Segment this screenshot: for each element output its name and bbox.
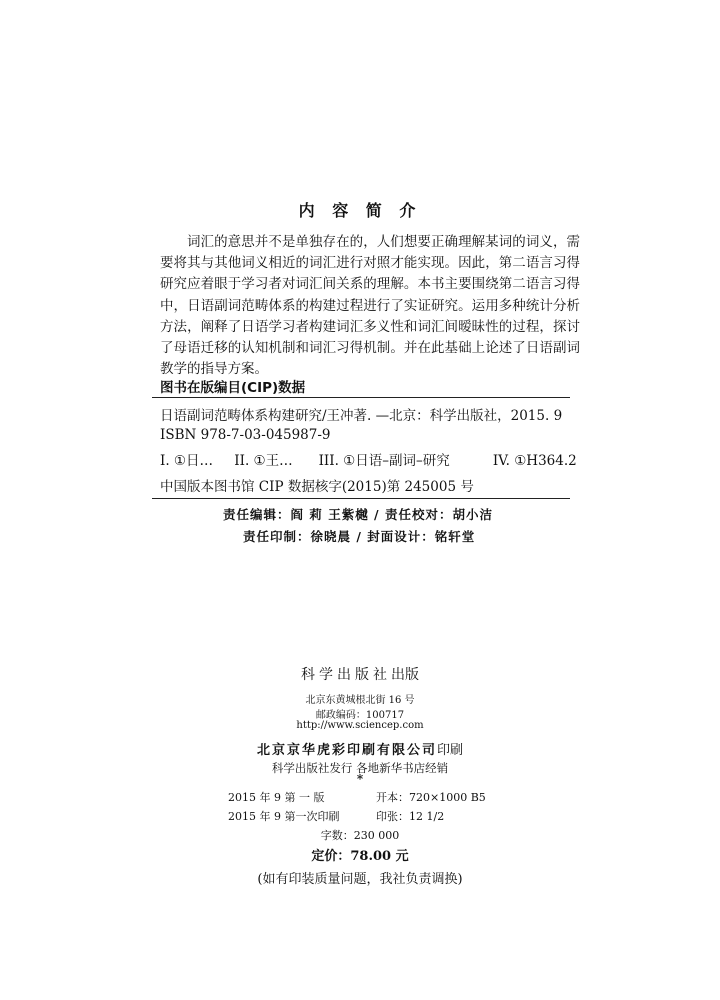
cip-class-3: III. ①日语–副词–研究	[318, 453, 450, 469]
cip-class-1: I. ①日…	[160, 453, 214, 469]
sheets-info: 印张：12 1/2	[376, 810, 445, 823]
printer-suffix: 印刷	[437, 743, 464, 758]
cip-title-line: 日语副词范畴体系构建研究/王冲著. —北京：科学出版社，2015. 9	[160, 408, 563, 424]
publisher-address: 北京东黄城根北街 16 号	[305, 695, 415, 706]
production-credits: 责任印制：徐晓晨 / 封面设计：铭轩堂	[243, 529, 476, 544]
separator-star: *	[356, 772, 364, 786]
publisher-name: 科学出版社	[301, 667, 391, 683]
cip-bottom-divider	[152, 498, 570, 499]
cip-heading: 图书在版编目(CIP)数据	[160, 380, 306, 396]
page-title: 内 容 简 介	[298, 201, 422, 220]
publisher-url: http://www.sciencep.com	[296, 720, 424, 731]
cip-record-number: 中国版本图书馆 CIP 数据核字(2015)第 245005 号	[160, 479, 474, 495]
cip-classification	[160, 449, 577, 469]
word-count: 字数：230 000	[320, 829, 400, 842]
cip-top-divider	[152, 397, 570, 398]
cip-class-4: IV. ①H364.2	[492, 453, 577, 469]
distribution-line: 科学出版社发行 各地新华书店经销	[271, 761, 449, 775]
cip-class-2: II. ①王…	[234, 453, 293, 469]
printing-row	[228, 808, 444, 824]
quality-note: (如有印装质量问题，我社负责调换)	[257, 872, 463, 887]
book-introduction	[160, 232, 580, 380]
publisher-zip: 邮政编码：100717	[315, 710, 405, 721]
edition-row	[228, 789, 486, 805]
publisher-suffix: 出版	[391, 667, 419, 683]
format-info: 开本：720×1000 B5	[376, 791, 486, 804]
price: 定价：78.00 元	[311, 849, 409, 864]
publisher-line	[0, 664, 720, 684]
printer-name: 北京京华虎彩印刷有限公司	[256, 743, 437, 758]
introduction-paragraph: 词汇的意思并不是单独存在的，人们想要正确理解某词的词义，需要将其与其他词义相近的词汇进行对照才能实现。因此，第二语言习得研究应着眼于学习者对词汇间关系的理解。本书主要围绕第二语言习得中，日语副词范畴体系的构建过程进行了实证研究。运用多种统计分析方法，阐释了日语学习者构建词汇多义性和词汇间暧昧性的过程，探讨了母语迁移的认知机制和词汇习得机制。并在此基础上论述了日语副词教学的指导方案。	[160, 234, 580, 378]
edition-info: 2015 年 9 第 一 版	[228, 791, 325, 804]
cip-isbn: ISBN 978-7-03-045987-9	[160, 427, 331, 443]
printing-info: 2015 年 9 第一次印刷	[228, 810, 340, 823]
printer-line	[0, 739, 720, 758]
editor-credits: 责任编辑：阎 莉 王紫樾 / 责任校对：胡小洁	[223, 507, 493, 522]
